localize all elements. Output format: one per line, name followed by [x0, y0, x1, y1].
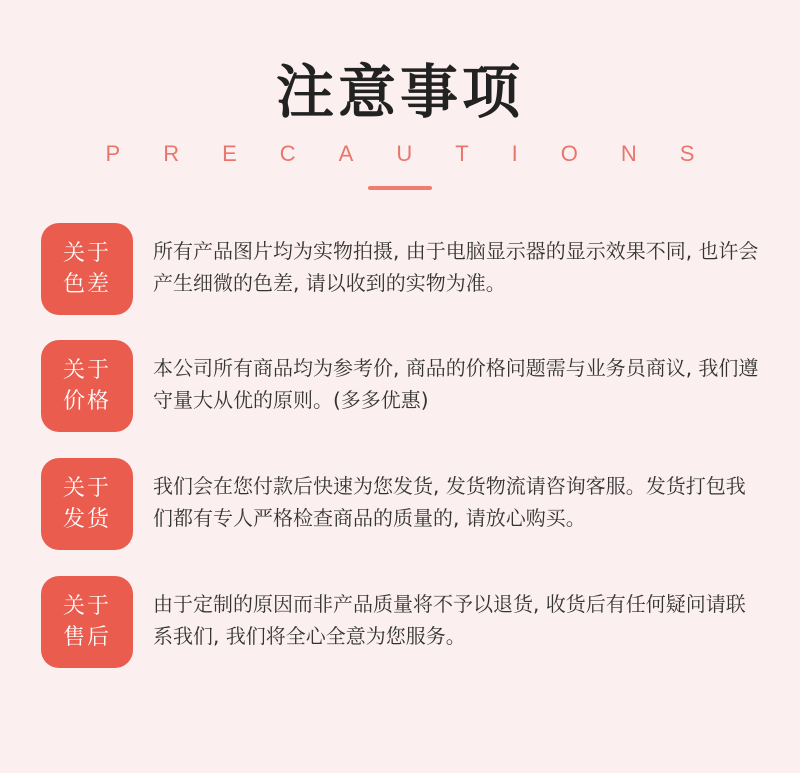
title-underline [368, 186, 432, 190]
badge-line-1: 关于 [62, 358, 111, 383]
item-badge [41, 576, 133, 668]
item-description: 我们会在您付款后快速为您发货, 发货物流请咨询客服。发货打包我们都有专人严格检查商品的质量的, 请放心购买。 [153, 474, 746, 530]
badge-line-1: 关于 [62, 476, 111, 501]
badge-line-2: 价格 [62, 389, 111, 414]
item-description: 所有产品图片均为实物拍摄, 由于电脑显示器的显示效果不同, 也许会产生细微的色差, 请以收到的实物为准。 [153, 239, 759, 295]
item-description: 本公司所有商品均为参考价, 商品的价格问题需与业务员商议, 我们遵守量大从优的原则。(多多优惠) [153, 356, 759, 412]
page-title: 注意事项 [275, 58, 524, 126]
precaution-item-price [41, 340, 761, 432]
item-badge [41, 340, 133, 432]
badge-line-2: 色差 [62, 272, 111, 297]
badge-line-1: 关于 [62, 241, 111, 266]
page-subtitle: PRECAUTIONS [105, 141, 738, 166]
item-description: 由于定制的原因而非产品质量将不予以退货, 收货后有任何疑问请联系我们, 我们将全心全意为您服务。 [153, 592, 746, 648]
badge-line-1: 关于 [62, 594, 111, 619]
item-badge [41, 458, 133, 550]
precaution-item-color-difference [41, 223, 761, 315]
badge-line-2: 发货 [62, 507, 111, 532]
item-badge [41, 223, 133, 315]
precaution-item-after-sales [41, 576, 761, 668]
precaution-item-shipping [41, 458, 761, 550]
badge-line-2: 售后 [62, 625, 111, 650]
